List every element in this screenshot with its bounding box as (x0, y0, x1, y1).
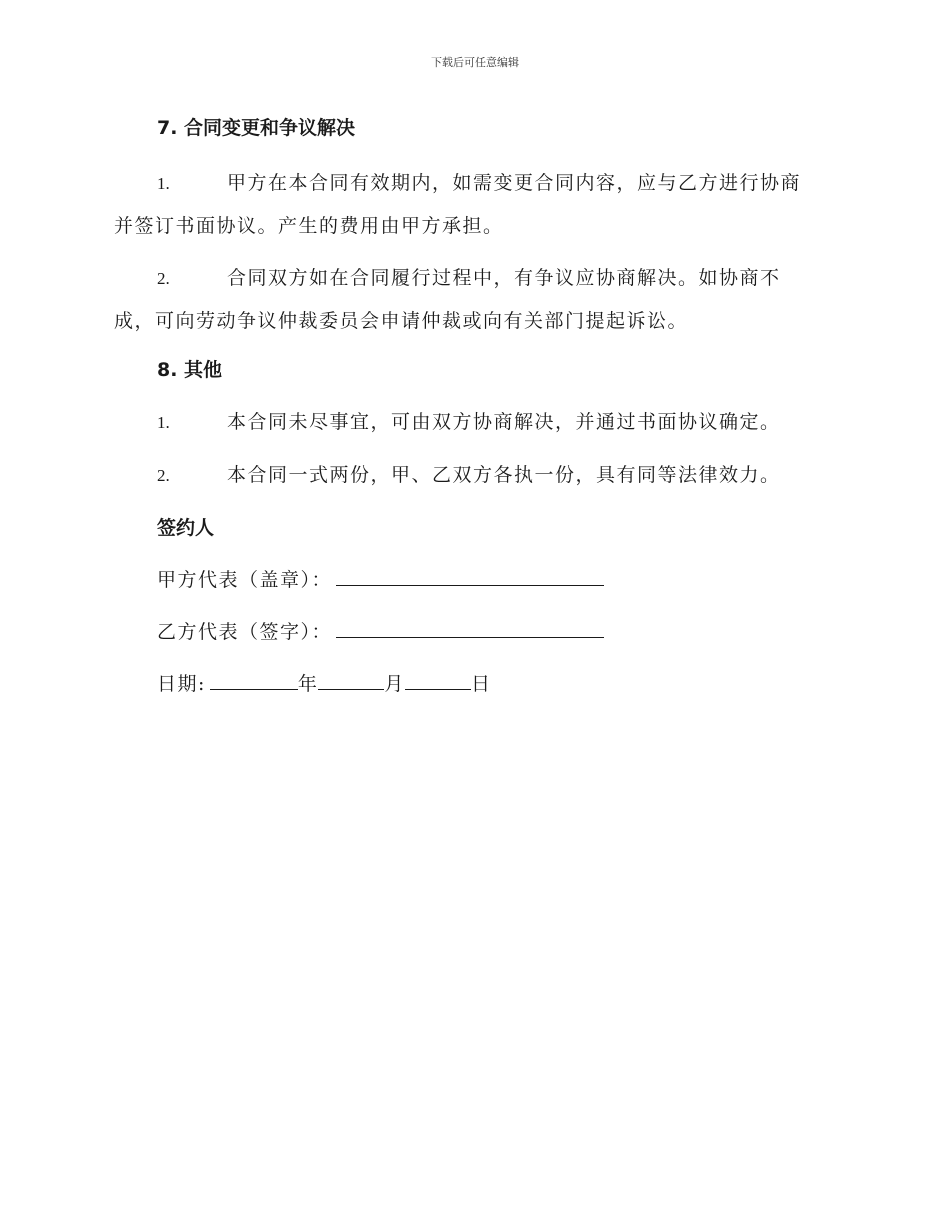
month-label: 月 (384, 673, 405, 695)
party-a-label: 甲方代表（盖章）： (157, 569, 333, 591)
party-a-blank[interactable] (336, 563, 604, 586)
item-number: 2. (157, 466, 170, 485)
section-7-item-1 (114, 162, 834, 247)
page-header-note: 下载后可任意编辑 (431, 56, 519, 69)
year-blank[interactable] (210, 667, 298, 690)
day-blank[interactable] (405, 667, 471, 690)
signature-title: 签约人 (157, 517, 215, 539)
item-text: 本合同未尽事宜，可由双方协商解决，并通过书面协议确定。 (227, 411, 781, 433)
item-text-line-2: 成，可向劳动争议仲裁委员会申请仲裁或向有关部门提起诉讼。 (114, 310, 689, 332)
section-8-item-1 (114, 404, 834, 441)
item-number: 1. (157, 174, 170, 193)
section-8-title: 8. 其他 (157, 359, 223, 381)
year-label: 年 (297, 673, 319, 695)
day-label: 日 (470, 673, 492, 695)
month-blank[interactable] (318, 667, 384, 690)
section-8-item-2 (114, 457, 834, 494)
item-text-line-1: 合同双方如在合同履行过程中，有争议应协商解决。如协商不 (227, 267, 781, 289)
section-7-item-2 (114, 257, 834, 342)
date-label: 日期: (157, 673, 206, 695)
document-body (114, 110, 834, 718)
item-text-line-1: 甲方在本合同有效期内，如需变更合同内容，应与乙方进行协商 (227, 172, 802, 194)
item-text: 本合同一式两份，甲、乙双方各执一份，具有同等法律效力。 (227, 464, 781, 486)
item-number: 1. (157, 413, 170, 432)
party-a-signature-line (157, 562, 834, 598)
section-7-title: 7. 合同变更和争议解决 (157, 117, 356, 139)
item-number: 2. (157, 269, 170, 288)
party-b-signature-line (157, 614, 834, 650)
date-line (157, 666, 834, 702)
party-b-blank[interactable] (336, 615, 604, 638)
item-text-line-2: 并签订书面协议。产生的费用由甲方承担。 (114, 215, 504, 237)
party-b-label: 乙方代表（签字）： (157, 621, 333, 643)
